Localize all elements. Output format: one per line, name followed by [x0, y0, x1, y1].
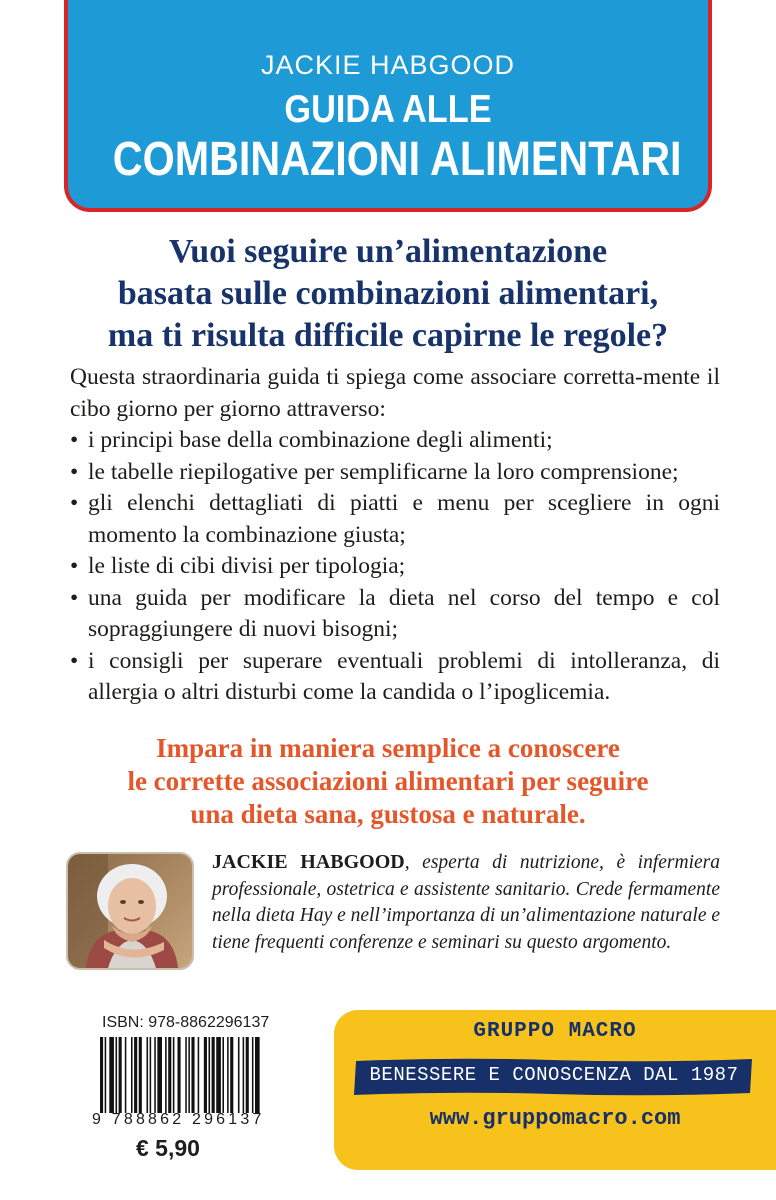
feature-item: • i principi base della combinazione degli alimenti; — [70, 425, 720, 457]
book-title-line1: GUIDA ALLE — [284, 88, 492, 131]
highlight-line2: le corrette associazioni alimentari per seguire — [127, 766, 649, 796]
highlight-line3: una dieta sana, gustosa e naturale. — [190, 799, 586, 829]
price-label: € 5,90 — [136, 1135, 200, 1161]
question-heading — [40, 231, 736, 357]
author-name-header: JACKIE HABGOOD — [260, 50, 516, 80]
title-banner — [64, 0, 712, 212]
bio-text: , esperta di nutrizione, è infermiera professionale, ostetrica e assistente sanitario. Crede fermamente nella dieta Hay e nell’importanza di un’alimentazione naturale e tiene frequenti conferenze e seminari su questo argomento. — [212, 852, 720, 953]
bio-author-name: JACKIE HABGOOD — [212, 851, 405, 873]
publisher-tagline: BENESSERE E CONOSCENZA DAL 1987 — [369, 1064, 739, 1086]
description-body — [70, 362, 720, 709]
feature-item: • gli elenchi dettagliati di piatti e menu per scegliere in ogni momento la combinazione giusta; — [70, 488, 720, 551]
feature-item: • i consigli per superare eventuali problemi di intolleranza, di allergia o altri disturbi come la candida o l’ipoglicemia. — [70, 646, 720, 709]
highlight-text — [40, 732, 736, 831]
isbn-label: ISBN: 978-8862296137 — [102, 1014, 270, 1031]
feature-item: • le tabelle riepilogative per semplificarne la loro comprensione; — [70, 457, 720, 489]
barcode-digits: 9 788862 296137 — [92, 1111, 265, 1128]
book-title-line2: COMBINAZIONI ALIMENTARI — [112, 133, 682, 186]
intro-paragraph: Questa straordinaria guida ti spiega come associare corretta-mente il cibo giorno per giorno attraverso: — [70, 364, 720, 422]
features-list — [70, 425, 720, 709]
feature-item: • una guida per modificare la dieta nel corso del tempo e col sopraggiungere di nuovi bisogni; — [70, 583, 720, 646]
question-line3: ma ti risulta difficile capirne le regole? — [107, 317, 669, 354]
question-line1: Vuoi seguire un’alimentazione — [168, 233, 608, 270]
question-line2: basata sulle combinazioni alimentari, — [117, 275, 659, 312]
author-bio — [212, 849, 720, 956]
highlight-line1: Impara in maniera semplice a conoscere — [156, 733, 620, 763]
feature-item: • le liste di cibi divisi per tipologia; — [70, 551, 720, 583]
publisher-website[interactable]: www.gruppomacro.com — [429, 1106, 681, 1131]
ean-barcode — [100, 1037, 310, 1113]
author-portrait-photo — [66, 852, 194, 970]
publisher-name: GRUPPO MACRO — [473, 1020, 637, 1043]
